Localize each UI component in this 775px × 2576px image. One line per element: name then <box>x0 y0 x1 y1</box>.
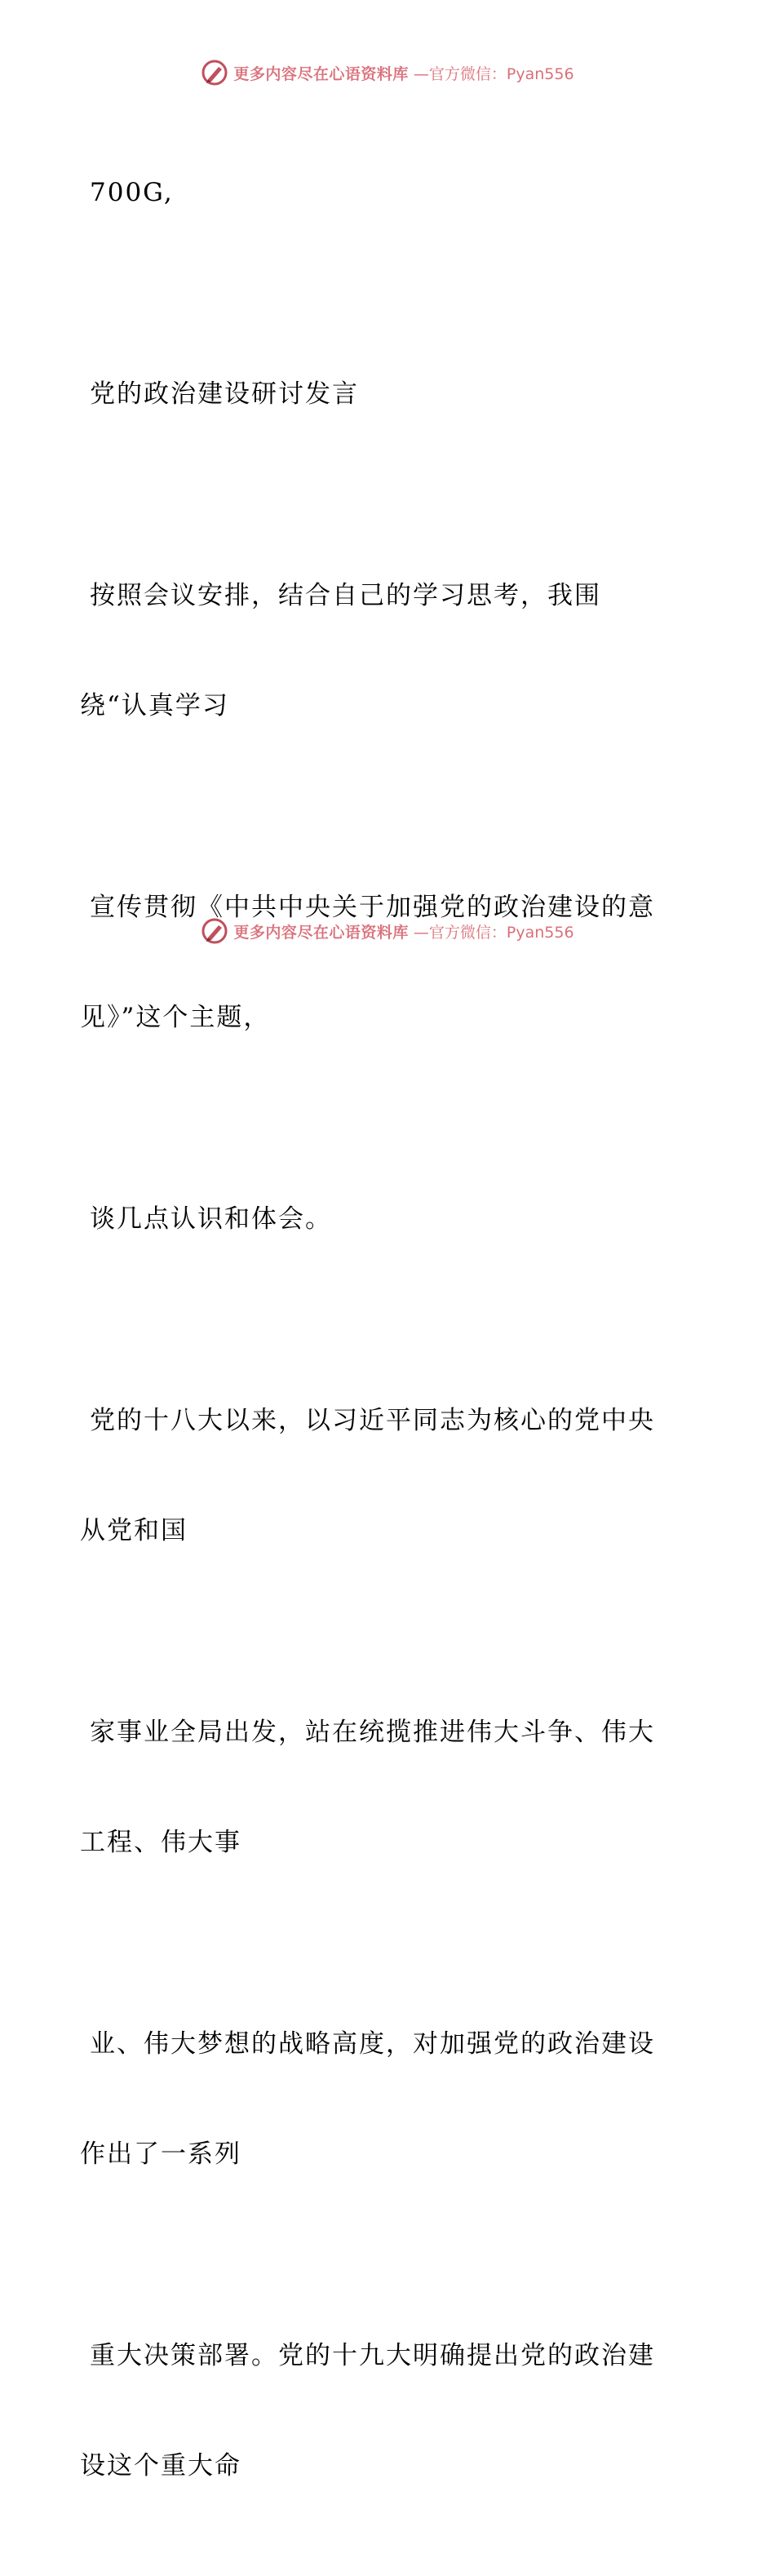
text-line: 作出了一系列 <box>80 2139 241 2169</box>
footer-banner-suffix: —官方微信：Pyan556 <box>413 923 574 942</box>
header-banner-suffix: —官方微信：Pyan556 <box>413 64 574 83</box>
paragraph <box>80 1329 684 1623</box>
paragraph <box>80 1128 684 1311</box>
text-line: 见》”这个主题， <box>80 1003 271 1032</box>
text-line: 绕“认真学习 <box>80 691 229 720</box>
text-line: 700G, <box>90 178 174 207</box>
footer-banner-text: 更多内容尽在心语资料库 <box>233 923 409 942</box>
paragraph <box>80 101 684 285</box>
text-line: 重大决策部署。党的十九大明确提出党的政治建 <box>90 2341 655 2370</box>
page-footer <box>0 917 775 945</box>
pen-in-circle-icon <box>201 59 228 86</box>
paragraph <box>80 303 684 486</box>
paragraph <box>80 816 684 1110</box>
text-line: 工程、伟大事 <box>80 1828 241 1857</box>
text-line: 设这个重大命 <box>80 2451 241 2481</box>
text-line: 党的政治建设研讨发言 <box>90 379 359 409</box>
document-body <box>80 101 684 2576</box>
text-line: 党的十八大以来，以习近平同志为核心的党中央 <box>90 1406 655 1435</box>
text-line: 家事业全局出发，站在统揽推进伟大斗争、伟大 <box>90 1718 655 1747</box>
page-header <box>0 59 775 86</box>
header-banner-text: 更多内容尽在心语资料库 <box>233 64 409 83</box>
paragraph <box>80 504 684 798</box>
pen-in-circle-icon <box>201 917 228 945</box>
text-line: 谈几点认识和体会。 <box>90 1204 332 1234</box>
paragraph <box>80 1953 684 2246</box>
paragraph <box>80 2264 684 2558</box>
text-line: 从党和国 <box>80 1516 188 1545</box>
text-line: 按照会议安排，结合自己的学习思考，我围 <box>90 581 601 610</box>
text-line: 宣传贯彻《中共中央关于加强党的政治建设的意 <box>90 893 655 922</box>
paragraph <box>80 1641 684 1935</box>
text-line: 业、伟大梦想的战略高度，对加强党的政治建设 <box>90 2029 655 2059</box>
